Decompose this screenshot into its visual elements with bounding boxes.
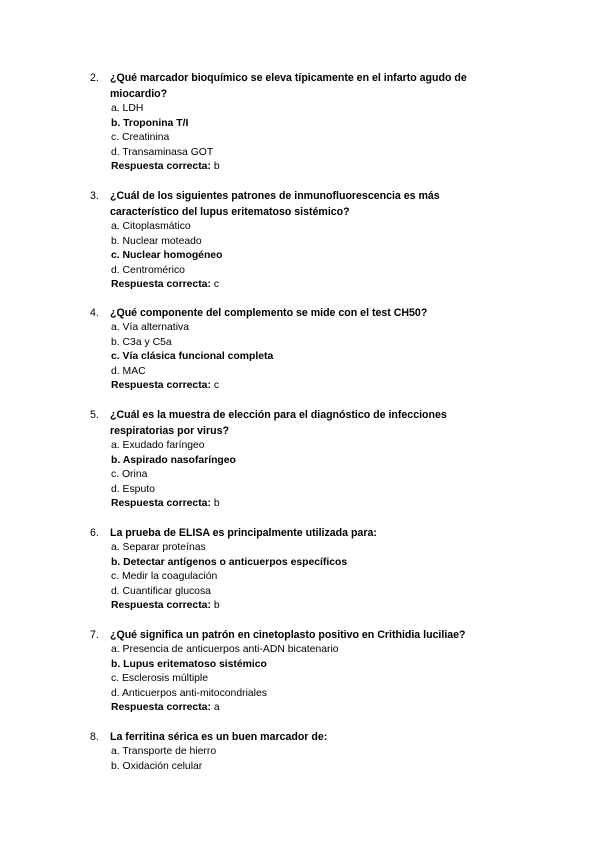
question-header	[90, 407, 510, 439]
option-d: d. Centromérico	[111, 264, 185, 276]
answer-value: a	[213, 702, 220, 714]
question-text: ¿Cuál de los siguientes patrones de inmunofluorescencia es más característico del lupus eritematoso sistémico?	[110, 190, 440, 218]
option-d: d. Transaminasa GOT	[111, 146, 214, 158]
option-a: a. Citoplasmático	[111, 221, 191, 232]
question-2	[90, 70, 510, 175]
question-text: ¿Cuál es la muestra de elección para el diagnóstico de infecciones respiratorias por virus?	[110, 409, 447, 437]
option-d: d. MAC	[111, 365, 146, 377]
option-b: b. Oxidación celular	[111, 760, 203, 772]
answer-label: Respuesta correcta:	[111, 498, 211, 510]
question-number: 5.	[90, 409, 99, 421]
question-4	[90, 305, 510, 394]
answer-label: Respuesta correcta:	[111, 161, 211, 173]
answer-value: b	[213, 161, 220, 173]
question-8	[90, 729, 510, 774]
option-list	[111, 643, 510, 716]
option-a: a. Exudado faríngeo	[111, 440, 205, 451]
question-header	[90, 729, 510, 745]
option-c: c. Medir la coagulación	[111, 571, 218, 583]
option-a: a. Presencia de anticuerpos anti-ADN bicatenario	[111, 644, 339, 655]
answer-label: Respuesta correcta:	[111, 702, 211, 714]
option-d: d. Esputo	[111, 483, 155, 495]
question-7	[90, 627, 510, 716]
option-list	[111, 745, 510, 774]
answer-label: Respuesta correcta:	[111, 279, 211, 291]
answer-label: Respuesta correcta:	[111, 600, 211, 612]
correct-answer	[111, 160, 510, 175]
question-number: 8.	[90, 731, 99, 743]
option-b: b. Aspirado nasofaríngeo	[111, 454, 236, 466]
option-c: c. Creatinina	[111, 132, 170, 144]
option-a: a. Separar proteínas	[111, 542, 206, 553]
question-number: 2.	[90, 72, 99, 84]
option-list	[111, 321, 510, 394]
correct-answer	[111, 599, 510, 614]
option-b: b. Nuclear moteado	[111, 235, 202, 247]
option-b: b. Lupus eritematoso sistémico	[111, 658, 267, 670]
correct-answer	[111, 278, 510, 293]
option-list	[111, 102, 510, 175]
answer-label: Respuesta correcta:	[111, 380, 211, 392]
answer-value: c	[213, 380, 220, 392]
correct-answer	[111, 379, 510, 394]
question-3	[90, 188, 510, 293]
answer-value: b	[213, 600, 220, 612]
answer-value: b	[213, 498, 220, 510]
question-header	[90, 70, 510, 102]
option-d: d. Cuantificar glucosa	[111, 585, 211, 597]
option-b: b. Detectar antígenos o anticuerpos específicos	[111, 556, 348, 568]
option-c: c. Nuclear homogéneo	[111, 250, 223, 262]
option-b: b. C3a y C5a	[111, 336, 172, 348]
question-header	[90, 627, 510, 643]
option-a: a. Transporte de hierro	[111, 746, 217, 757]
question-number: 6.	[90, 527, 99, 539]
option-b: b. Troponina T/I	[111, 117, 189, 129]
option-a: a. Vía alternativa	[111, 322, 189, 333]
question-number: 3.	[90, 190, 99, 202]
question-text: ¿Qué significa un patrón en cinetoplasto positivo en Crithidia luciliae?	[110, 629, 466, 641]
question-header	[90, 188, 510, 220]
question-number: 4.	[90, 307, 99, 319]
question-header	[90, 305, 510, 321]
option-d: d. Anticuerpos anti-mitocondriales	[111, 687, 267, 699]
option-list	[111, 220, 510, 293]
question-6	[90, 525, 510, 614]
correct-answer	[111, 497, 510, 512]
correct-answer	[111, 701, 510, 716]
question-header	[90, 525, 510, 541]
option-list	[111, 439, 510, 512]
option-a: a. LDH	[111, 103, 144, 114]
question-text: La prueba de ELISA es principalmente utilizada para:	[110, 527, 377, 539]
option-c: c. Orina	[111, 469, 148, 481]
question-number: 7.	[90, 629, 99, 641]
question-5	[90, 407, 510, 512]
question-text: ¿Qué componente del complemento se mide con el test CH50?	[110, 307, 428, 319]
option-c: c. Vía clásica funcional completa	[111, 351, 274, 363]
question-text: ¿Qué marcador bioquímico se eleva típicamente en el infarto agudo de miocardio?	[110, 72, 467, 100]
option-c: c. Esclerosis múltiple	[111, 673, 209, 685]
question-text: La ferritina sérica es un buen marcador de:	[110, 731, 328, 743]
answer-value: c	[213, 279, 220, 291]
option-list	[111, 541, 510, 614]
